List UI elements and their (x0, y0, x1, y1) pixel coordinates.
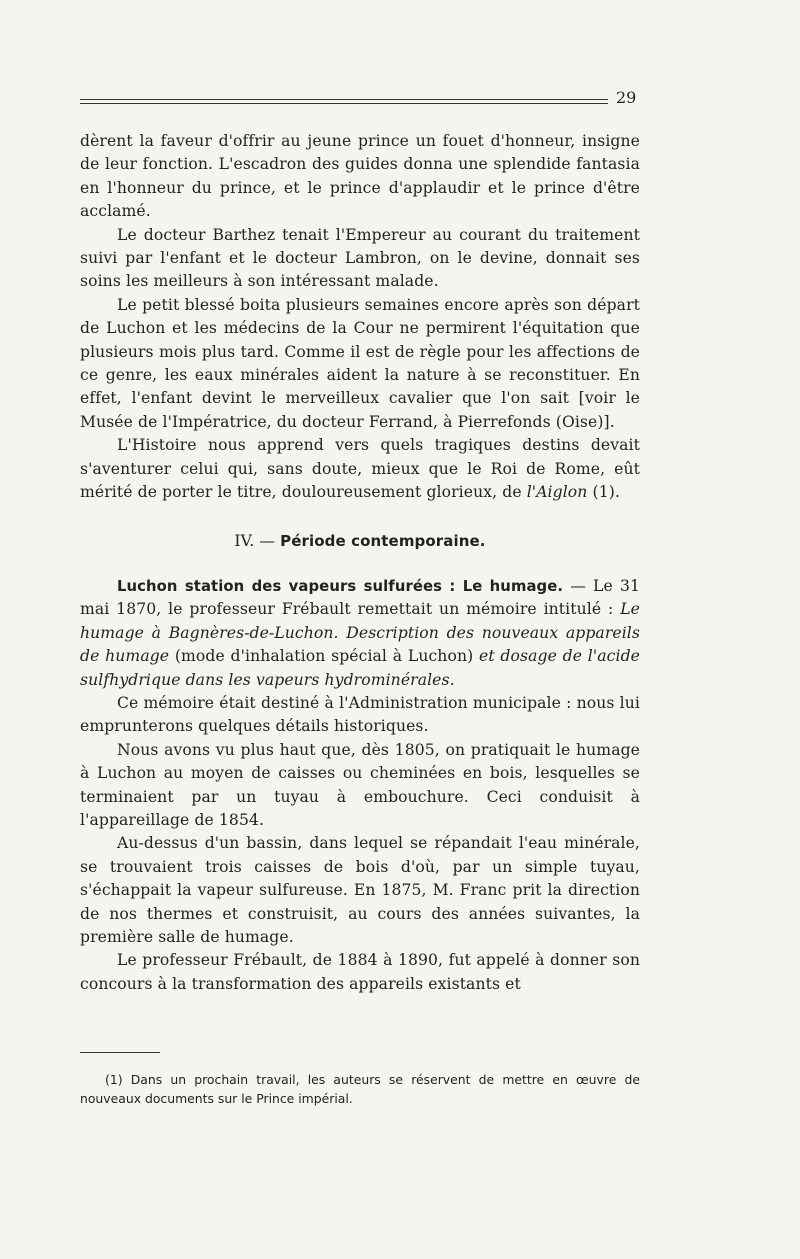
header-rule (80, 99, 608, 104)
paragraph-9: Le professeur Frébault, de 1884 à 1890, fut appelé à donner son concours à la transformation des appareils existants et (80, 951, 640, 993)
paragraph-4-text: L'Histoire nous apprend vers quels tragiques destins devait s'aventurer celui qui, sans doute, mieux que le Roi de Rome, eût mérité de porter le titre, douloureusement glorieux, de (80, 436, 640, 502)
footnote-ref: (1). (587, 483, 620, 502)
memoir-title-italic: Le humage à Bagnères-de-Luchon. Description des nouveaux appareils de humage (80, 600, 640, 666)
aiglon-italic: l'Aiglon (526, 483, 588, 502)
paragraph-2: Le docteur Barthez tenait l'Empereur au courant du traitement suivi par l'enfant et le docteur Lambron, on le devine, donnait ses soins les meilleurs à son intéressant malade. (80, 225, 640, 291)
page-number: 29 (616, 88, 637, 107)
section-heading (80, 530, 640, 553)
run-in-heading: Luchon station des vapeurs sulfurées : Le humage. (117, 577, 564, 595)
paragraph-5-a: — Le 31 mai 1870, le professeur Frébault remettait un mémoire intitulé : (80, 576, 640, 619)
section-number: IV. — (234, 531, 281, 550)
footnote-rule (80, 1052, 160, 1053)
paragraph-7: Nous avons vu plus haut que, dès 1805, on pratiquait le humage à Luchon au moyen de caisses ou cheminées en bois, lesquelles se terminaient par un tuyau à embouchure. Ceci conduisit à l'appareillage de 1854. (80, 740, 640, 829)
paragraph-5 (80, 575, 640, 692)
paragraph-5-b: (mode d'inhalation spécial à Luchon) (169, 647, 479, 666)
body-text (80, 130, 640, 996)
paragraph-3: Le petit blessé boita plusieurs semaines encore après son départ de Luchon et les médecins de la Cour ne permirent l'équitation que plusieurs mois plus tard. Comme il est de règle pour les affections de ce genre, les eaux minérales aident la nature à se reconstituer. En effet, l'enfant devint le merveilleux cavalier que l'on sait [voir le Musée de l'Impératrice, du docteur Ferrand, à Pierrefonds (Oise)]. (80, 295, 640, 431)
paragraph-6: Ce mémoire était destiné à l'Administration municipale : nous lui emprunterons quelques détails historiques. (80, 693, 640, 736)
memoir-subtitle-italic: et dosage de l'acide sulfhydrique dans les vapeurs hydrominérales. (80, 647, 640, 689)
section-title: Période contemporaine. (280, 531, 486, 550)
paragraph-4 (80, 434, 640, 504)
footnote: (1) Dans un prochain travail, les auteurs se réservent de mettre en œuvre de nouveaux documents sur le Prince impérial. (80, 1072, 640, 1106)
paragraph-1: dèrent la faveur d'offrir au jeune prince un fouet d'honneur, insigne de leur fonction. L'escadron des guides donna une splendide fantasia en l'honneur du prince, et le prince d'applaudir et le prince d'être acclamé. (80, 132, 640, 221)
paragraph-8: Au-dessus d'un bassin, dans lequel se répandait l'eau minérale, se trouvaient trois caisses de bois d'où, par un simple tuyau, s'échappait la vapeur sulfureuse. En 1875, M. Franc prit la direction de nos thermes et construisit, au cours des années suivantes, la première salle de humage. (80, 834, 640, 946)
